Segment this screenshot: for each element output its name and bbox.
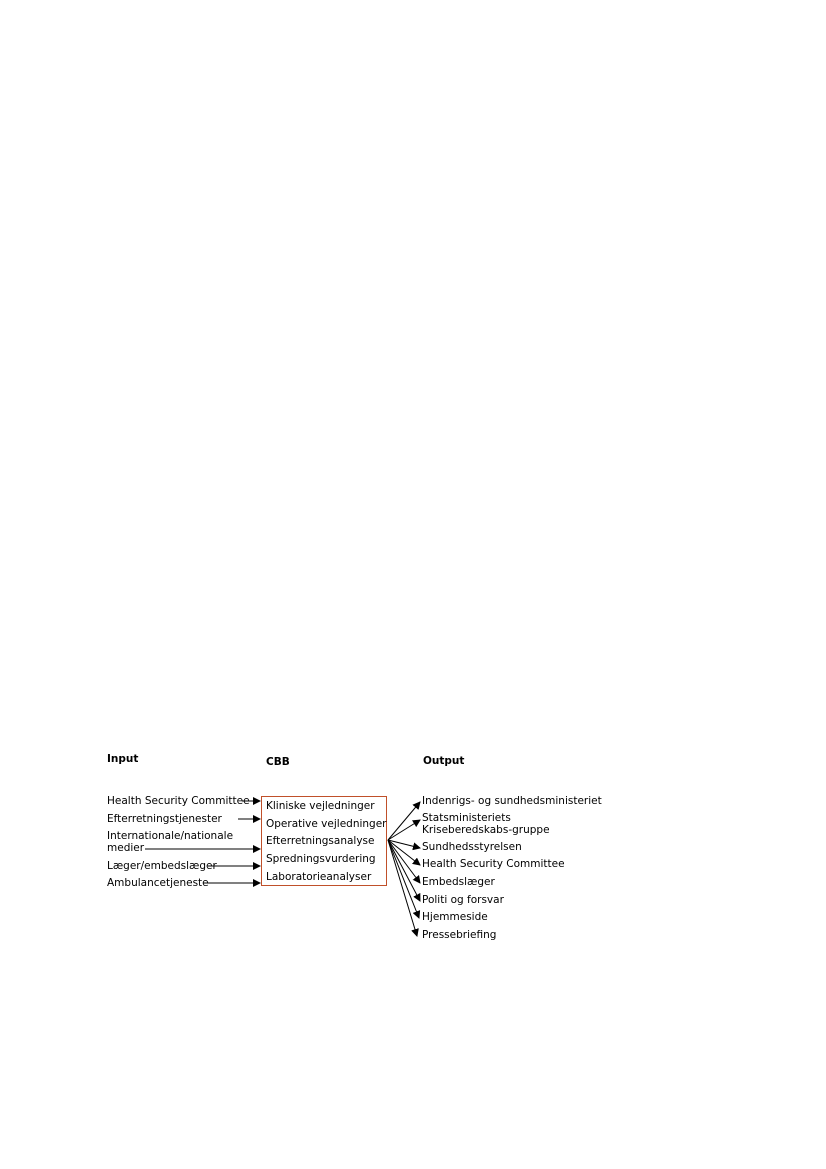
output-item-politi-og-forsvar: Politi og forsvar	[422, 894, 504, 906]
cbb-item-kliniske-vejledninger: Kliniske vejledninger	[266, 800, 375, 812]
input-header: Input	[107, 753, 139, 765]
cbb-item-laboratorieanalyser: Laboratorieanalyser	[266, 871, 372, 883]
output-item-pressebriefing: Pressebriefing	[422, 929, 497, 941]
output-item-embedslaeger: Embedslæger	[422, 876, 495, 888]
input-item-ambulancetjeneste: Ambulancetjeneste	[107, 877, 209, 889]
output-arrow-1	[388, 802, 420, 840]
output-item-hjemmeside: Hjemmeside	[422, 911, 488, 923]
input-item-efterretningstjenester: Efterretningstjenester	[107, 813, 222, 825]
output-header: Output	[423, 755, 465, 767]
cbb-header: CBB	[266, 756, 290, 768]
cbb-item-spredningsvurdering: Spredningsvurdering	[266, 853, 376, 865]
input-item-laeger: Læger/embedslæger	[107, 860, 217, 872]
cbb-item-efterretningsanalyse: Efterretningsanalyse	[266, 835, 375, 847]
output-arrow-2	[388, 820, 420, 840]
output-item-health-security-committee: Health Security Committee	[422, 858, 565, 870]
cbb-item-operative-vejledninger: Operative vejledninger	[266, 818, 387, 830]
input-item-medier: Internationale/nationale medier	[107, 830, 234, 854]
output-arrows	[388, 802, 420, 936]
output-item-kriseberedskabsgruppe: Statsministeriets Kriseberedskabs-gruppe	[422, 812, 550, 836]
output-item-indenrigs-ministeriet: Indenrigs- og sundhedsministeriet	[422, 795, 602, 807]
output-item-sundhedsstyrelsen: Sundhedsstyrelsen	[422, 841, 522, 853]
input-item-health-security-committee: Health Security Committee	[107, 795, 250, 807]
